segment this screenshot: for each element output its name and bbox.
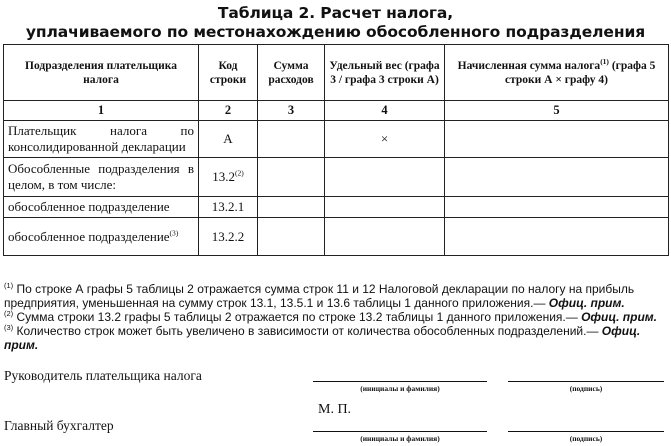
row-code: 13.2.1 [199, 197, 258, 218]
column-number: 2 [199, 101, 258, 121]
header-col5-tail: (графа 5 строки А × графу 4) [504, 59, 656, 86]
row-sum-cell[interactable] [258, 218, 325, 256]
header-col5 [445, 45, 669, 101]
row-code: А [199, 121, 258, 158]
row-weight-cell[interactable] [325, 158, 445, 197]
footnotes [4, 282, 668, 352]
row-code: 13.2.2 [199, 218, 258, 256]
head-signature-line[interactable] [508, 381, 664, 382]
accountant-signature-caption: (подпись) [569, 434, 603, 443]
page-title: Таблица 2. Расчет налога, [217, 4, 454, 22]
row-weight-cell[interactable] [325, 218, 445, 256]
head-initials-caption: (инициалы и фамилия) [360, 384, 440, 393]
column-number: 1 [4, 101, 199, 121]
column-number: 5 [445, 101, 669, 121]
row-weight-cell[interactable]: × [325, 121, 445, 158]
header-col4: Удельный вес (графа 3 / графа 3 строки А) [325, 45, 445, 101]
accountant-initials-caption: (инициалы и фамилия) [360, 434, 440, 443]
stamp-mark: М. П. [318, 402, 352, 417]
table-row [4, 121, 669, 158]
header-col3: Сумма расходов [258, 45, 325, 101]
column-number: 4 [325, 101, 445, 121]
column-numbers-row [4, 101, 669, 121]
tax-table [3, 44, 669, 256]
row-label: обособленное подразделение [4, 197, 199, 218]
row-tax-cell[interactable] [445, 158, 669, 197]
row-tax-cell[interactable] [445, 197, 669, 218]
row-label: обособленное подразделение$^{(3)}$ [4, 218, 199, 256]
row-label: Обособленные подразделения в целом, в том числе: [4, 158, 199, 197]
footnote-2: $^{(2)}$ Сумма строки 13.2 графы 5 таблицы 2 отражается по строке 13.2 таблицы 1 данного приложения.— Офиц. прим. [4, 309, 657, 324]
accountant-initials-line[interactable] [313, 431, 487, 432]
head-signature-label: Руководитель плательщика налога [4, 368, 202, 383]
column-number: 3 [258, 101, 325, 121]
accountant-signature-label: Главный бухгалтер [4, 418, 114, 433]
row-code: 13.2$^{(2)}$ [199, 158, 258, 197]
accountant-signature-line[interactable] [508, 431, 664, 432]
head-signature-caption: (подпись) [569, 384, 603, 393]
table-row [4, 218, 669, 256]
header-col5-sup: (1) [600, 56, 609, 66]
header-row [4, 45, 669, 101]
row-tax-cell[interactable] [445, 218, 669, 256]
row-sum-cell[interactable] [258, 197, 325, 218]
row-sum-cell[interactable] [258, 158, 325, 197]
table-row [4, 197, 669, 218]
row-tax-cell[interactable] [445, 121, 669, 158]
footnote-3: $^{(3)}$ Количество строк может быть увеличено в зависимости от количества обособленных подразделений.— Офиц. прим. [4, 323, 641, 352]
row-label: Плательщик налога по консолидированной декларации [4, 121, 199, 158]
head-initials-line[interactable] [313, 381, 487, 382]
row-weight-cell[interactable] [325, 197, 445, 218]
header-col2: Код строки [199, 45, 258, 101]
footnote-1: $^{(1)}$ По строке А графы 5 таблицы 2 отражается сумма строк 11 и 12 Налоговой декларации по налогу на прибыль предприятия, уменьшенная на сумму строк 13.1, 13.5.1 и 13.6 таблицы 1 данного приложения.— Офиц. прим. [4, 281, 635, 310]
row-sum-cell[interactable] [258, 121, 325, 158]
header-col1: Подразделения плательщика налога [4, 45, 199, 101]
page-subtitle: уплачиваемого по местонахождению обособленного подразделения [25, 23, 646, 41]
header-col5-text: Начисленная сумма налога [457, 59, 601, 72]
table-row [4, 158, 669, 197]
